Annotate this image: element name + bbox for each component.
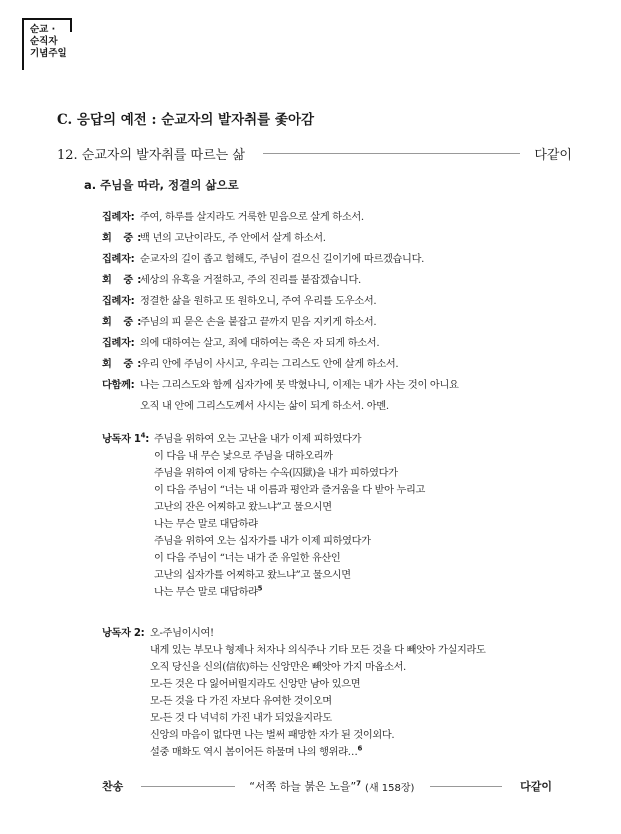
item-12-heading (57, 144, 572, 162)
responsive-text: 의에 대하여는 살고, 죄에 대하여는 죽은 자 되게 하소서. (140, 338, 380, 349)
responsive-reading (102, 208, 562, 418)
item-12-title: 12. 순교자의 발자취를 따르는 삶 (57, 147, 245, 163)
speaker-label: 회 중: (102, 233, 146, 244)
speaker-label: 집례자: (102, 212, 135, 223)
responsive-text: 세상의 유혹을 거절하고, 주의 진리를 붙잡겠습니다. (140, 275, 361, 286)
responsive-line (102, 250, 562, 271)
reader-2-label: 낭독자 2: (102, 628, 145, 639)
hymn-label: 찬송 (102, 780, 124, 793)
hymn-divider-left (141, 786, 235, 787)
reader-1-line: 주님을 위하여 오는 십자가를 내가 이제 피하였다가 (154, 536, 371, 547)
unison-text-line: 나는 그리스도와 함께 십자가에 못 박혔나니, 이제는 내가 사는 것이 아니요 (140, 380, 459, 391)
reader-1-label: 낭독자 $1^4$: (102, 431, 150, 445)
reader-2-line: 설중 매화도 역시 봄이어든 하물며 나의 행위랴…$^6$ (150, 744, 363, 758)
hymn-title: “서쪽 하늘 붉은 노을”$^7$ (249, 779, 362, 793)
reader-1-line: 이 다음 주님이 “너는 내 이름과 평안과 즐거움을 다 받아 누리고 (154, 485, 426, 496)
reader-1-line: 이 다음 내 무슨 낯으로 주님을 대하오리까 (154, 451, 333, 462)
speaker-label: 다함께: (102, 380, 135, 391)
reader-2-passage (102, 624, 572, 764)
footnote-marker: 6 (357, 744, 363, 753)
reader-2-line: 모-든 것은 다 잃어버릴지라도 신앙만 남아 있으면 (150, 679, 361, 690)
item-12-participants: 다같이 (534, 147, 572, 163)
section-heading: C. 응답의 예전 : 순교자의 발자취를 좇아감 (57, 112, 315, 128)
responsive-text: 순교자의 길이 좁고 험해도, 주님이 걸으신 길이기에 따르겠습니다. (140, 254, 425, 265)
responsive-text: 주님의 피 묻은 손을 붙잡고 끝까지 믿음 지키게 하소서. (140, 317, 377, 328)
speaker-label: 집례자: (102, 296, 135, 307)
hymn-divider-right (430, 786, 502, 787)
reader-2-line: 모-든 것을 다 가진 자보다 유여한 것이오며 (150, 696, 332, 707)
responsive-line (102, 229, 562, 250)
reader-1-line: 주님을 위하여 오는 고난을 내가 이제 피하였다가 (154, 434, 362, 445)
footnote-marker: 7 (356, 779, 362, 788)
unison-text (140, 376, 459, 412)
speaker-label: 회 중: (102, 317, 146, 328)
reader-1-line: 주님을 위하여 이제 당하는 수옥(囚獄)을 내가 피하였다가 (154, 468, 398, 479)
reader-2-line: 신앙의 마음이 없다면 나는 벌써 패망한 자가 된 것이외다. (150, 730, 395, 741)
badge-line: 기념주일 (30, 48, 67, 59)
responsive-line (102, 271, 562, 292)
sunday-badge (22, 18, 72, 70)
reader-1-line: 나는 무슨 말로 대답하랴 (154, 519, 258, 530)
responsive-line (102, 334, 562, 355)
unison-text-line: 오직 내 안에 그리스도께서 사시는 삶이 되게 하소서. 아멘. (140, 401, 389, 412)
reader-2-line: 오-주님이시여! (150, 628, 214, 639)
reader-1-passage (102, 430, 572, 610)
speaker-label: 회 중: (102, 275, 146, 286)
reader-2-line: 모-든 것 다 넉넉히 가진 내가 되었을지라도 (150, 713, 332, 724)
reader-2-line: 내게 있는 부모나 형제나 처자나 의식주나 기타 모든 것을 다 빼앗아 가실지라도 (150, 645, 486, 656)
heading-divider (263, 153, 520, 154)
hymn-number: (새 158장) (365, 782, 415, 794)
speaker-label: 집례자: (102, 254, 135, 265)
reader-1-line: 고난의 십자가를 어찌하고 왔느냐”고 물으시면 (154, 570, 351, 581)
hymn-line (102, 778, 552, 794)
badge-corner-mark (70, 18, 72, 32)
subsection-heading: a. 주님을 따라, 정결의 삶으로 (84, 178, 239, 192)
reader-1-line: 이 다음 주님이 “너는 내가 준 유일한 유산인 (154, 553, 341, 564)
reader-1-line: 고난의 잔은 어찌하고 왔느냐”고 물으시면 (154, 502, 332, 513)
hymn-participants: 다같이 (520, 780, 552, 793)
reader-2-line: 오직 당신을 신의(信依)하는 신앙만은 빼앗아 가지 마옵소서. (150, 662, 406, 673)
reader-1-line: 나는 무슨 말로 대답하랴$^5$ (154, 584, 263, 598)
unison-line (102, 376, 562, 418)
footnote-marker: 4 (140, 431, 146, 440)
badge-line: 순직자 (30, 36, 58, 47)
responsive-text: 우리 안에 주님이 사시고, 우리는 그리스도 안에 살게 하소서. (140, 359, 399, 370)
footnote-marker: 5 (257, 584, 263, 593)
responsive-text: 정결한 삶을 원하고 또 원하오니, 주여 우리를 도우소서. (140, 296, 377, 307)
speaker-label: 회 중: (102, 359, 146, 370)
responsive-line (102, 292, 562, 313)
responsive-line (102, 208, 562, 229)
responsive-line (102, 313, 562, 334)
speaker-label: 집례자: (102, 338, 135, 349)
badge-line: 순교 · (30, 24, 56, 35)
responsive-text: 백 년의 고난이라도, 주 안에서 살게 하소서. (140, 233, 326, 244)
responsive-line (102, 355, 562, 376)
responsive-text: 주여, 하루를 살지라도 거룩한 믿음으로 살게 하소서. (140, 212, 364, 223)
